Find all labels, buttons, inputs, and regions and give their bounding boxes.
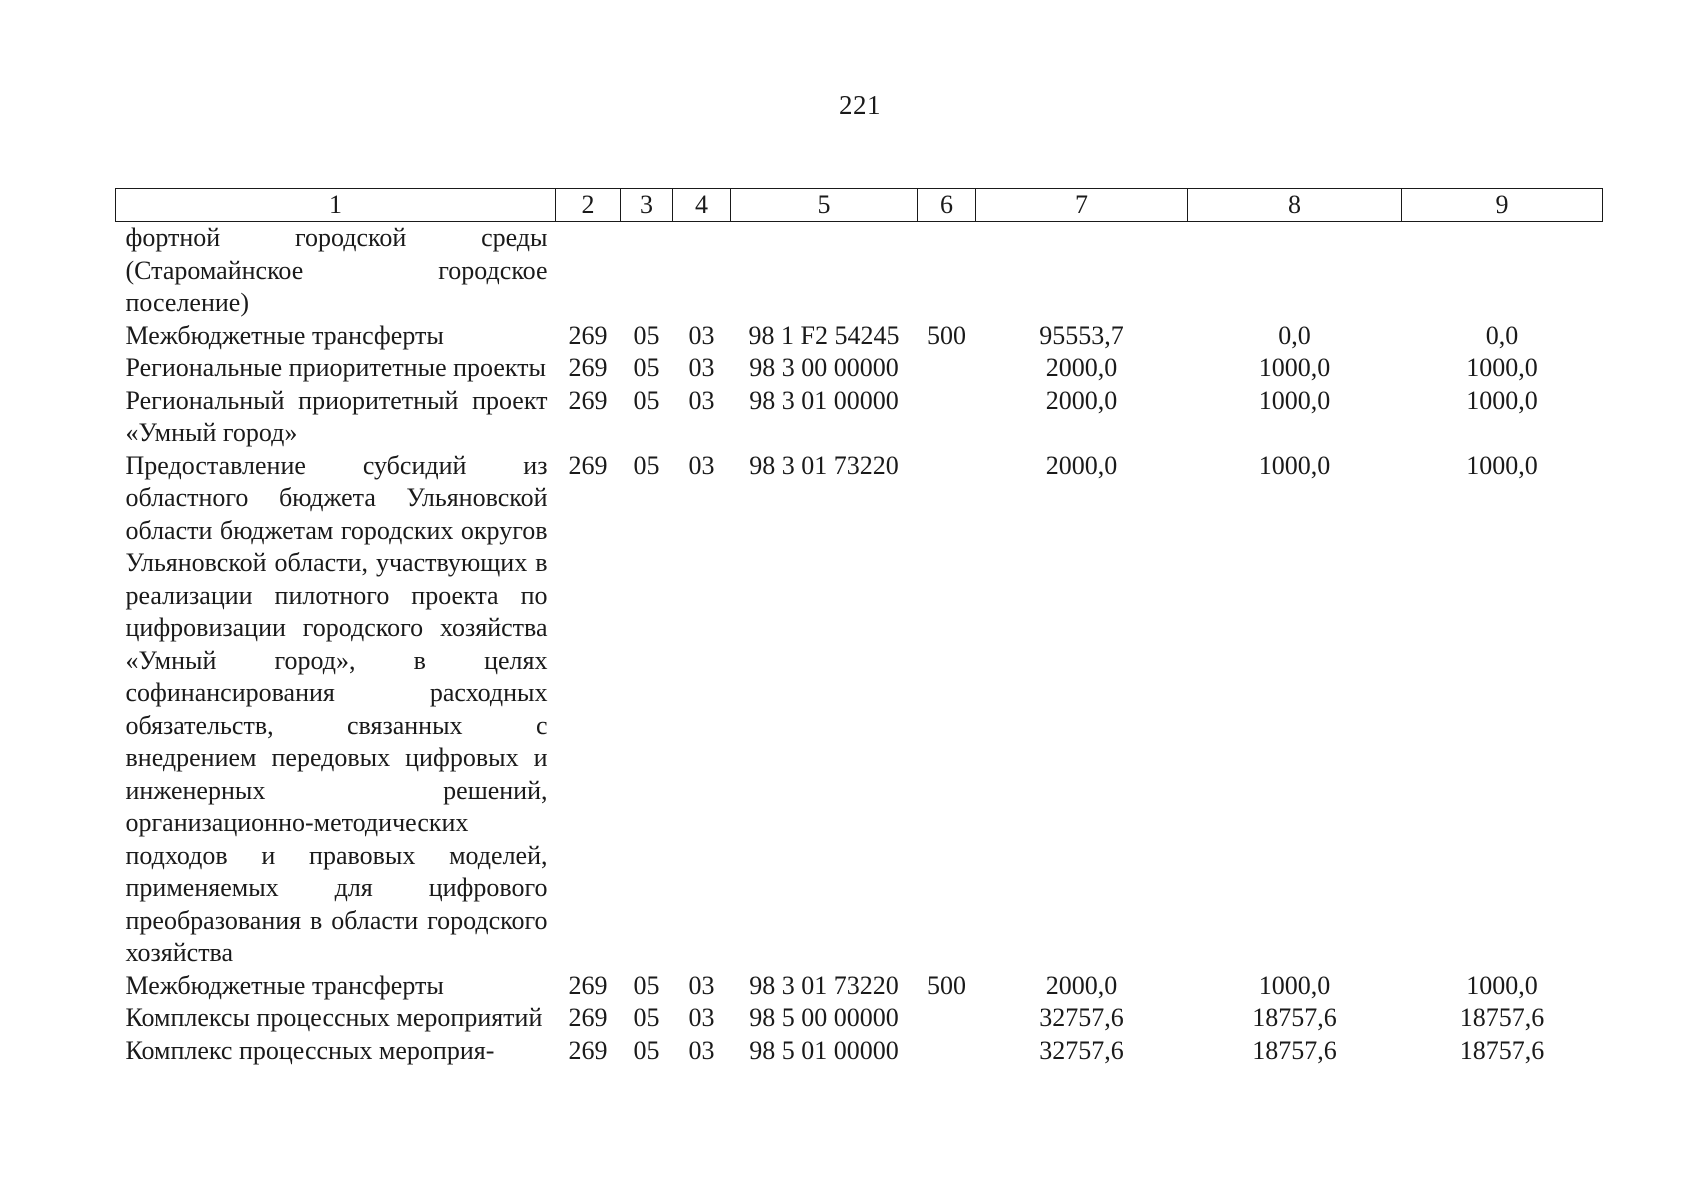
cell-col9: 1000,0 [1466,353,1538,382]
table-header [116,189,1603,222]
budget-table [115,188,1603,1067]
table-row [116,320,1603,353]
cell-col7: 32757,6 [1039,1003,1124,1032]
column-header-4: 4 [673,189,731,222]
cell-col3: 05 [633,1003,660,1032]
cell-col8: 1000,0 [1258,353,1331,382]
cell-col4: 03 [688,1003,715,1032]
cell-col5: 98 3 01 73220 [749,450,899,480]
cell-col8: 18757,6 [1252,1003,1337,1032]
cell-col5: 98 3 01 73220 [749,970,899,1000]
cell-col8 [1188,222,1402,320]
cell-col5: 98 3 00 00000 [749,353,899,382]
cell-col6 [918,352,976,385]
cell-col4: 03 [688,970,715,1000]
cell-col7: 2000,0 [1045,353,1118,382]
cell-col4: 03 [688,385,715,415]
table-row [116,1035,1603,1068]
table-row [116,970,1603,1003]
table-row [116,222,1603,320]
cell-col8: 18757,6 [1252,1035,1337,1065]
cell-col9: 1000,0 [1466,450,1538,480]
column-header-6: 6 [918,189,976,222]
cell-col5: 98 5 01 00000 [749,1035,899,1065]
cell-col8: 0,0 [1278,320,1311,350]
cell-col2: 269 [568,970,608,1000]
column-header-7: 7 [976,189,1188,222]
cell-col9: 18757,6 [1459,1035,1545,1065]
cell-col3: 05 [633,353,660,382]
cell-col2: 269 [568,353,608,382]
cell-col9: 1000,0 [1466,385,1538,415]
cell-col2 [556,222,621,320]
cell-col6: 500 [927,320,966,350]
cell-col2: 269 [568,320,608,350]
cell-col3: 05 [633,1035,660,1065]
row-label: Предоставление субсидий из областного бюджета Ульяновской области бюджетам городских округов Ульяновской области, участвующих в реализации пилотного проекта по цифровизации городского хозяйства «Умный город», в целях софинансирования расходных обязательств, связанных с внедрением передовых цифровых и инженерных решений, организационно-методических подходов и правовых моделей, применяемых для цифрового преобразования в области городского хозяйства [125,450,548,967]
cell-col8: 1000,0 [1258,970,1331,1000]
cell-col8: 1000,0 [1258,450,1331,480]
cell-col7: 32757,6 [1039,1035,1124,1065]
cell-col5: 98 3 01 00000 [749,385,899,415]
cell-col5: 98 5 00 00000 [749,1003,899,1032]
row-label: Межбюджетные трансферты [125,970,444,1000]
cell-col7 [976,222,1188,320]
cell-col2: 269 [568,1003,608,1032]
cell-col3: 05 [633,320,660,350]
page-number: 221 [839,90,881,120]
cell-col9: 1000,0 [1466,970,1538,1000]
cell-col6 [918,1002,976,1035]
header-row [116,189,1603,222]
cell-col4: 03 [688,450,715,480]
cell-col6 [918,1035,976,1068]
cell-col9: 18757,6 [1459,1003,1545,1032]
table-row [116,1002,1603,1035]
column-header-8: 8 [1188,189,1402,222]
cell-col3: 05 [633,970,660,1000]
cell-col8: 1000,0 [1258,385,1331,415]
cell-col4: 03 [688,353,715,382]
cell-col9 [1402,222,1603,320]
column-header-9: 9 [1402,189,1603,222]
cell-col7: 2000,0 [1045,385,1118,415]
row-label: Комплексы процессных мероприятий [125,1003,543,1032]
cell-col5: 98 1 F2 54245 [748,320,900,350]
column-header-1: 1 [116,189,556,222]
row-label: Региональные приоритетные проекты [125,353,546,382]
cell-col4: 03 [688,320,715,350]
cell-col3: 05 [633,450,660,480]
cell-col4 [673,222,731,320]
cell-col6 [918,450,976,970]
cell-col6: 500 [927,970,966,1000]
table-row [116,385,1603,450]
cell-col2: 269 [568,450,608,480]
cell-col3 [621,222,673,320]
cell-col6 [918,385,976,450]
column-header-5: 5 [731,189,918,222]
table-body [116,222,1603,1068]
cell-col5 [731,222,918,320]
cell-col2: 269 [568,385,608,415]
table-row [116,352,1603,385]
row-label: фортной городской среды (Старомайнское городское поселение) [125,223,548,317]
cell-col9: 0,0 [1485,320,1519,350]
cell-col6 [918,222,976,320]
cell-col2: 269 [568,1035,608,1065]
table-row [116,450,1603,970]
cell-col7: 2000,0 [1045,970,1118,1000]
column-header-3: 3 [621,189,673,222]
row-label: Комплекс процессных мероприя- [125,1035,495,1065]
cell-col4: 03 [688,1035,715,1065]
cell-col3: 05 [633,385,660,415]
cell-col7: 95553,7 [1039,320,1124,350]
row-label: Региональный приоритетный проект «Умный город» [125,385,548,447]
column-header-2: 2 [556,189,621,222]
cell-col7: 2000,0 [1045,450,1118,480]
row-label: Межбюджетные трансферты [125,320,444,350]
